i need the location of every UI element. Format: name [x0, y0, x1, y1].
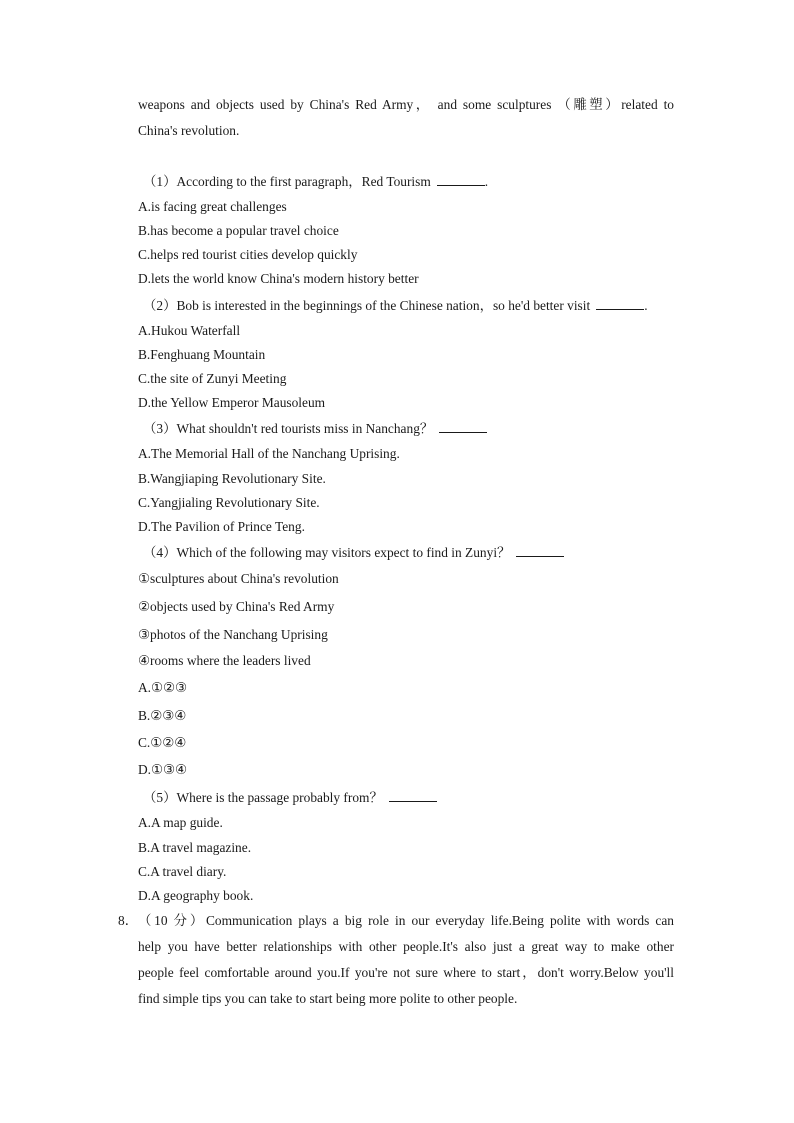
answer-blank [437, 173, 485, 186]
question-4-stem: （4）Which of the following may visitors expect to find in Zunyi？ [143, 544, 564, 561]
question-8-number: 8． [118, 913, 139, 928]
q1-option-c: C.helps red tourist cities develop quickly [138, 247, 358, 262]
answer-blank [439, 420, 487, 433]
q2-option-c: C.the site of Zunyi Meeting [138, 371, 287, 386]
q4-option-b: B.②③④ [138, 708, 187, 723]
question-8-line-2: help you have better relationships with other people.It's also just a great way to make other [138, 939, 674, 954]
q5-option-a: A.A map guide. [138, 815, 223, 830]
q3-option-d: D.The Pavilion of Prince Teng. [138, 519, 305, 534]
question-3-stem: （3）What shouldn't red tourists miss in Nanchang？ [143, 420, 487, 437]
answer-blank [596, 297, 644, 310]
q2-option-b: B.Fenghuang Mountain [138, 347, 266, 362]
answer-blank [516, 544, 564, 557]
intro-line-1: weapons and objects used by China's Red Army， and some sculptures （雕塑）related to [138, 97, 674, 112]
q4-item-4: ④rooms where the leaders lived [138, 653, 311, 668]
q1-option-d: D.lets the world know China's modern history better [138, 271, 419, 286]
q2-option-a: A.Hukou Waterfall [138, 323, 241, 338]
q4-option-d: D.①③④ [138, 762, 188, 777]
q3-option-b: B.Wangjiaping Revolutionary Site. [138, 471, 326, 486]
q4-item-3: ③photos of the Nanchang Uprising [138, 627, 328, 642]
q5-option-b: B.A travel magazine. [138, 840, 252, 855]
q4-item-1: ①sculptures about China's revolution [138, 571, 339, 586]
question-5-stem: （5）Where is the passage probably from？ [143, 789, 437, 806]
intro-line-2: China's revolution. [138, 123, 240, 138]
q4-item-2: ②objects used by China's Red Army [138, 599, 335, 614]
question-8-line-3: people feel comfortable around you.If you're not sure where to start，don't worry.Below you'll [138, 965, 674, 980]
q4-option-c: C.①②④ [138, 735, 187, 750]
answer-blank [389, 789, 437, 802]
q2-option-d: D.the Yellow Emperor Mausoleum [138, 395, 326, 410]
question-8-line-1: （10 分）Communication plays a big role in our everyday life.Being polite with words can [138, 913, 674, 928]
q5-option-d: D.A geography book. [138, 888, 254, 903]
q5-option-c: C.A travel diary. [138, 864, 227, 879]
q4-option-a: A.①②③ [138, 680, 188, 695]
q1-option-b: B.has become a popular travel choice [138, 223, 339, 238]
q3-option-c: C.Yangjialing Revolutionary Site. [138, 495, 320, 510]
q1-option-a: A.is facing great challenges [138, 199, 287, 214]
question-2-stem: （2）Bob is interested in the beginnings of the Chinese nation，so he'd better visit . [143, 298, 648, 313]
q3-option-a: A.The Memorial Hall of the Nanchang Uprising. [138, 446, 400, 461]
question-8-line-4: find simple tips you can take to start being more polite to other people. [138, 991, 518, 1006]
question-1-stem: （1）According to the first paragraph，Red Tourism . [143, 174, 489, 189]
